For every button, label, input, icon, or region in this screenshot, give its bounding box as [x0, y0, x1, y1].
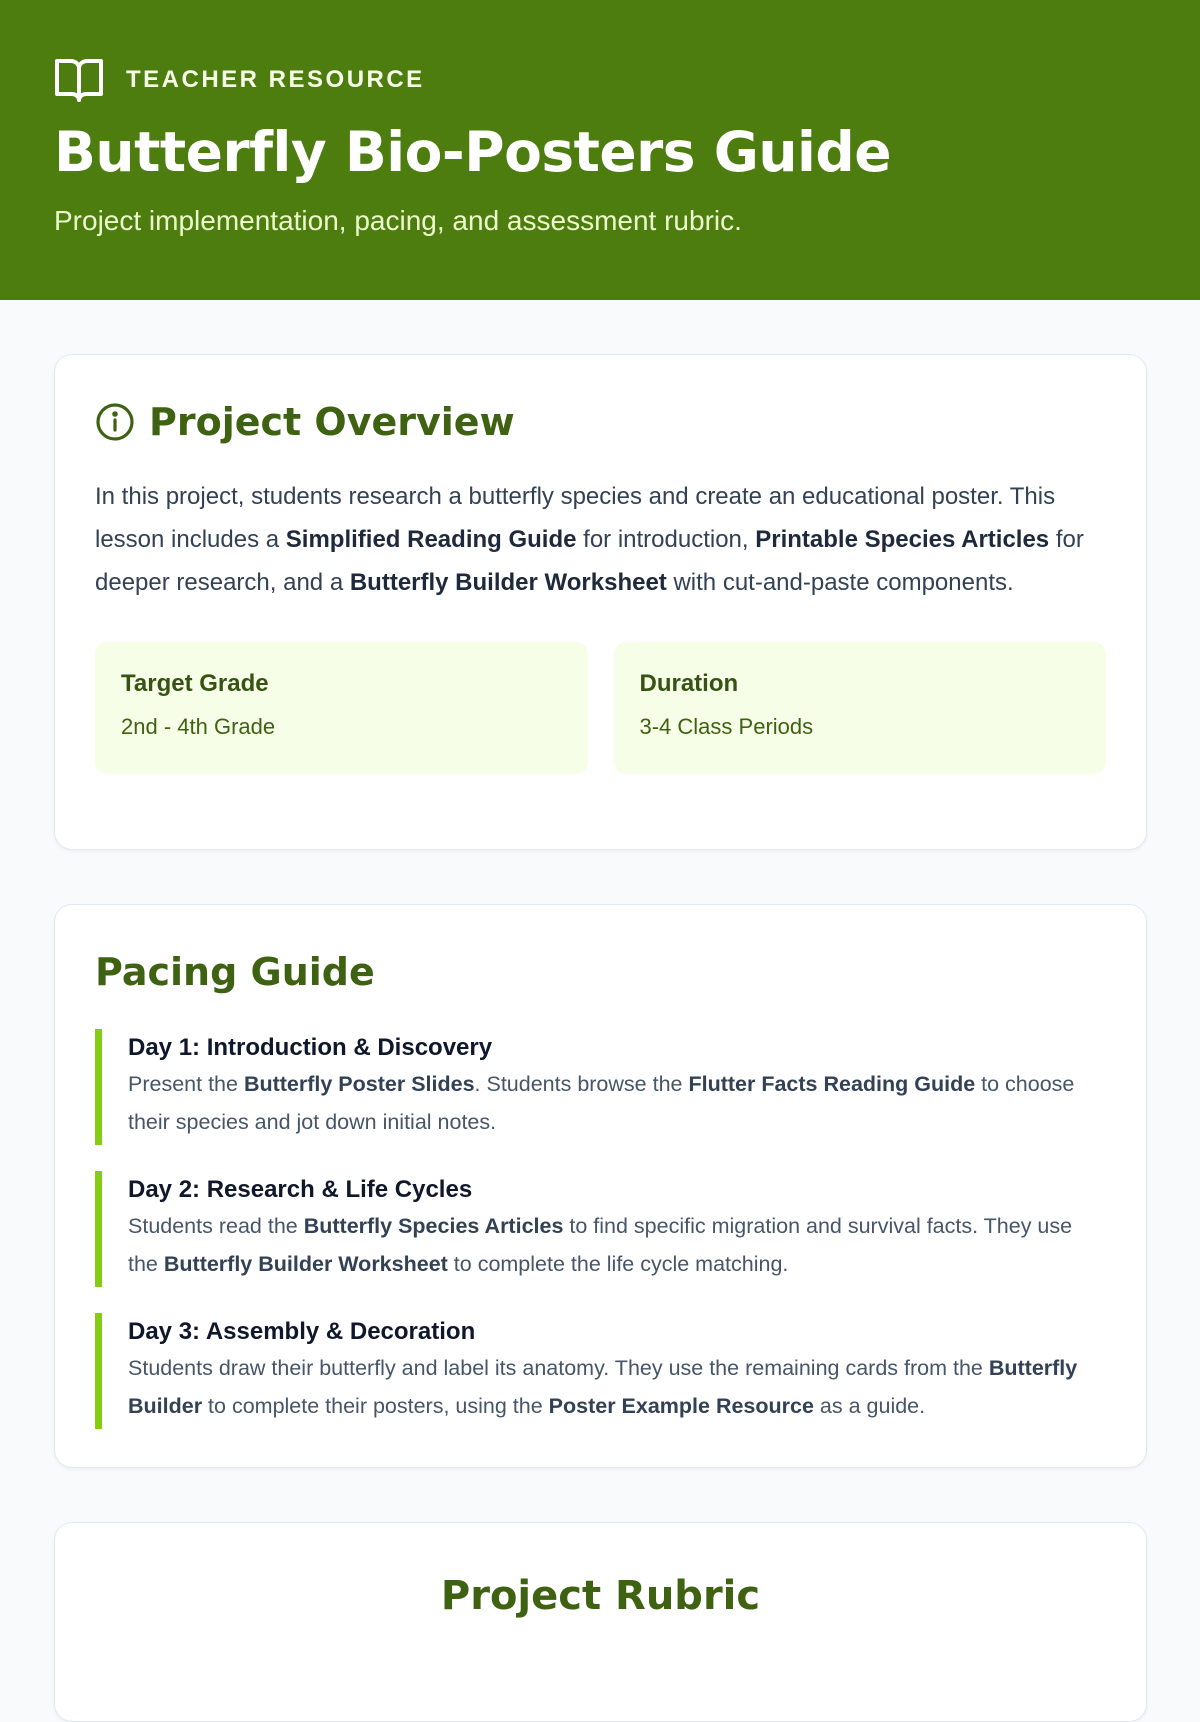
pacing-guide-card — [54, 904, 1147, 1468]
resource-name: Simplified Reading Guide — [285, 526, 577, 553]
pacing-day-title: Day 3: Assembly & Decoration — [128, 1318, 476, 1345]
page-header — [0, 0, 1200, 300]
pacing-day-2 — [95, 1171, 1106, 1287]
pacing-day-description: Present the Butterfly Poster Slides. Students browse the Flutter Facts Reading Guide to choose their species and jot down initial notes. — [128, 1072, 1075, 1134]
resource-name: Printable Species Articles — [755, 526, 1050, 553]
project-rubric-card — [54, 1522, 1147, 1722]
pacing-day-1 — [95, 1029, 1106, 1145]
pacing-list — [95, 1029, 1106, 1429]
pacing-guide-title: Pacing Guide — [95, 950, 375, 994]
resource-name: Butterfly Builder Worksheet — [349, 569, 667, 596]
overview-stats — [95, 642, 1106, 774]
pacing-day-title: Day 1: Introduction & Discovery — [128, 1034, 493, 1061]
pacing-day-3 — [95, 1313, 1106, 1429]
target-grade-box — [95, 642, 588, 774]
pacing-day-description: Students read the Butterfly Species Articles to find specific migration and survival facts. They use the Butterfly Builder Worksheet to complete the life cycle matching. — [128, 1214, 1073, 1276]
eyebrow-text: TEACHER RESOURCE — [126, 66, 425, 93]
page-subtitle: Project implementation, pacing, and assessment rubric. — [54, 204, 742, 236]
page-title: Butterfly Bio-Posters Guide — [54, 120, 892, 184]
info-circle-icon — [95, 402, 135, 442]
target-grade-value: 2nd - 4th Grade — [121, 714, 276, 739]
open-book-icon — [54, 57, 104, 103]
duration-value: 3-4 Class Periods — [639, 714, 814, 739]
duration-box — [614, 642, 1107, 774]
project-rubric-title: Project Rubric — [440, 1573, 761, 1619]
eyebrow — [54, 56, 1146, 104]
overview-paragraph: In this project, students research a butterfly species and create an educational poster. This lesson includes a Simplified Reading Guide for introduction, Printable Species Articles for deeper research, and a Butterfly Builder Worksheet with cut-and-paste components. — [95, 483, 1084, 596]
project-overview-heading — [95, 397, 1106, 447]
pacing-day-description: Students draw their butterfly and label its anatomy. They use the remaining cards from the Butterfly Builder to complete their posters, using the Poster Example Resource as a guide. — [128, 1356, 1078, 1418]
project-overview-title: Project Overview — [149, 400, 515, 444]
duration-label: Duration — [639, 670, 739, 697]
project-overview-card — [54, 354, 1147, 850]
target-grade-label: Target Grade — [121, 670, 269, 697]
pacing-day-title: Day 2: Research & Life Cycles — [128, 1176, 473, 1203]
